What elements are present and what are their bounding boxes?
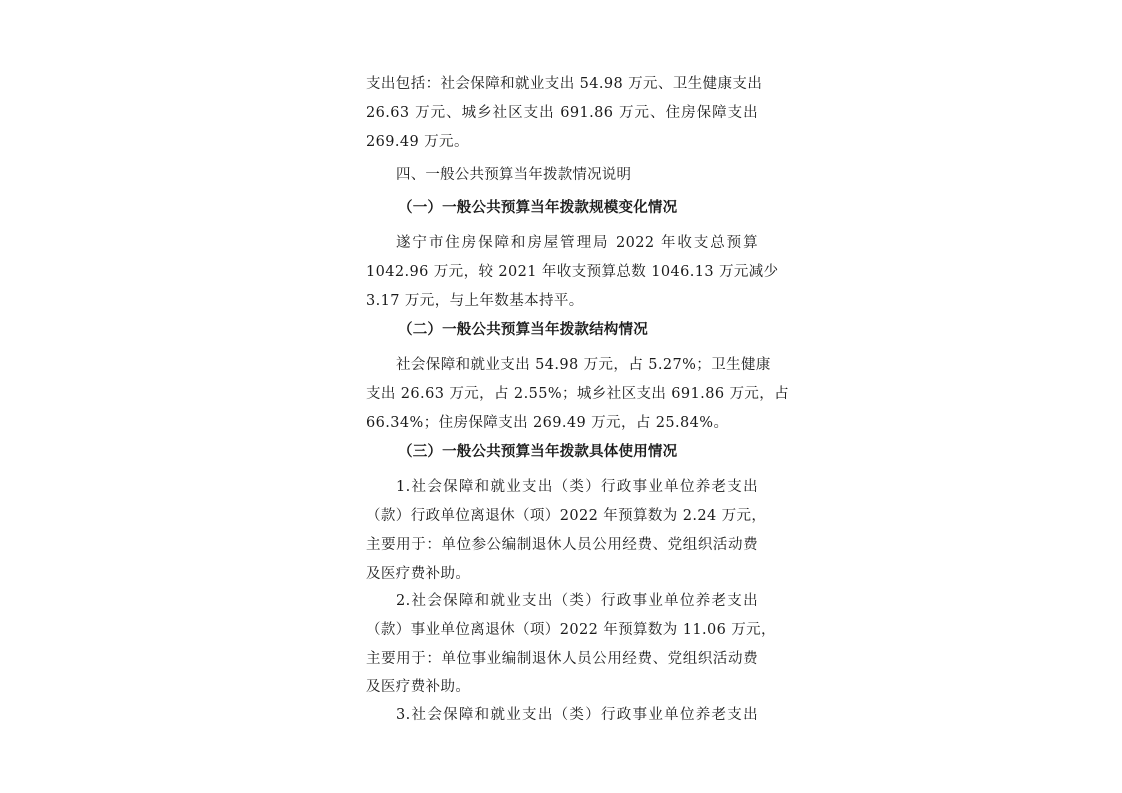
body-text-line: 支出 26.63 万元，占 2.55%；城乡社区支出 691.86 万元，占 bbox=[366, 386, 790, 402]
body-text-line: 66.34%；住房保障支出 269.49 万元，占 25.84%。 bbox=[366, 415, 729, 431]
body-text-line: 社会保障和就业支出 54.98 万元，占 5.27%；卫生健康 bbox=[396, 357, 771, 373]
body-text-line: 主要用于：单位参公编制退休人员公用经费、党组织活动费 bbox=[366, 537, 758, 553]
body-text-line: 支出包括：社会保障和就业支出 54.98 万元、卫生健康支出 bbox=[366, 76, 763, 92]
body-text-line: 1042.96 万元，较 2021 年收支预算总数 1046.13 万元减少 bbox=[366, 264, 779, 280]
body-text-line: （款）行政单位离退休（项）2022 年预算数为 2.24 万元， bbox=[366, 508, 767, 524]
body-text-line: 26.63 万元、城乡社区支出 691.86 万元、住房保障支出 bbox=[366, 105, 758, 121]
subsection-heading: （二）一般公共预算当年拨款结构情况 bbox=[398, 321, 648, 338]
body-text-line: 269.49 万元。 bbox=[366, 134, 469, 150]
subsection-heading: （一）一般公共预算当年拨款规模变化情况 bbox=[398, 199, 678, 216]
body-text-line: 及医疗费补助。 bbox=[366, 679, 471, 695]
body-text-line: 3.社会保障和就业支出（类）行政事业单位养老支出 bbox=[396, 707, 758, 723]
body-text-line: 遂宁市住房保障和房屋管理局 2022 年收支总预算 bbox=[396, 235, 758, 251]
body-text-line: 2.社会保障和就业支出（类）行政事业单位养老支出 bbox=[396, 593, 758, 609]
subsection-heading: （三）一般公共预算当年拨款具体使用情况 bbox=[398, 443, 678, 460]
body-text-line: 1.社会保障和就业支出（类）行政事业单位养老支出 bbox=[396, 479, 758, 495]
section-heading: 四、一般公共预算当年拨款情况说明 bbox=[396, 167, 632, 183]
body-text-line: 3.17 万元，与上年数基本持平。 bbox=[366, 293, 584, 309]
body-text-line: 及医疗费补助。 bbox=[366, 566, 471, 582]
body-text-line: 主要用于：单位事业编制退休人员公用经费、党组织活动费 bbox=[366, 651, 758, 667]
body-text-line: （款）事业单位离退休（项）2022 年预算数为 11.06 万元， bbox=[366, 622, 776, 638]
